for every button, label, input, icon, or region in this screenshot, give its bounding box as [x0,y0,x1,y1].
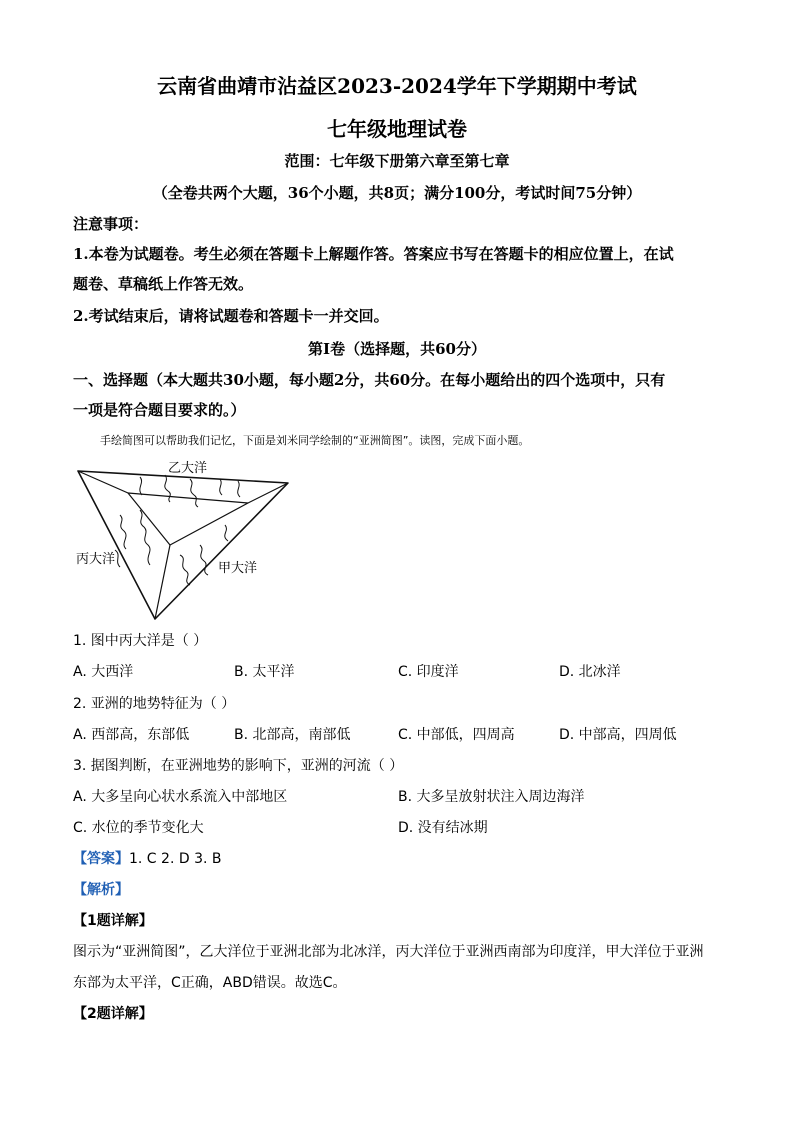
section-instruction-line2: 一项是符合题目要求的。） [73,401,246,419]
question-2-option-b: B. 北部高，南部低 [234,727,351,743]
question-3-stem: 3. 据图判断，在亚洲地势的影响下，亚洲的河流（ ） [73,758,404,774]
q1-detail-line1: 图示为“亚洲简图”，乙大洋位于亚洲北部为北冰洋，丙大洋位于亚洲西南部为印度洋，甲大洋位于亚洲 [73,944,704,960]
label-bing-ocean: 丙大洋 [76,552,116,567]
asia-sketch-map [70,455,295,625]
question-3-option-a: A. 大多呈向心状水系流入中部地区 [73,789,288,805]
q1-detail-heading: 【1题详解】 [73,913,153,929]
label-yi-ocean: 乙大洋 [168,461,208,476]
exam-scope: 范围：七年级下册第六章至第七章 [284,152,510,170]
question-1-option-b: B. 太平洋 [234,664,295,680]
exam-info: （全卷共两个大题，36个小题，共8页；满分100分，考试时间75分钟） [152,184,642,202]
section-instruction-line1: 一、选择题（本大题共30小题，每小题2分，共60分。在每小题给出的四个选项中，只有 [73,371,666,389]
question-3-option-b: B. 大多呈放射状注入周边海洋 [398,789,585,805]
question-3-option-c: C. 水位的季节变化大 [73,820,204,836]
label-jia-ocean: 甲大洋 [218,561,258,576]
question-2-option-a: A. 西部高，东部低 [73,727,190,743]
notes-heading: 注意事项： [73,215,149,233]
answer-values: 1. C 2. D 3. B [129,851,222,867]
part-title: 第I卷（选择题，共60分） [308,340,486,358]
answer-line [73,848,221,868]
question-2-option-d: D. 中部高，四周低 [559,727,677,743]
notes-item1-line1: 1.本卷为试题卷。考生必须在答题卡上解题作答。答案应书写在答题卡的相应位置上，在试 [73,245,674,263]
exam-title-line1: 云南省曲靖市沾益区2023-2024学年下学期期中考试 [157,74,637,98]
question-intro: 手绘简图可以帮助我们记忆，下面是刘米同学绘制的“亚洲简图”。读图，完成下面小题。 [100,434,530,447]
q2-detail-heading: 【2题详解】 [73,1006,153,1022]
answer-tag: 【答案】 [73,851,129,867]
question-1-option-c: C. 印度洋 [398,664,459,680]
question-2-option-c: C. 中部低，四周高 [398,727,515,743]
question-1-option-d: D. 北冰洋 [559,664,621,680]
analysis-tag: 【解析】 [73,882,129,898]
notes-item1-line2: 题卷、草稿纸上作答无效。 [73,275,254,293]
q1-detail-line2: 东部为太平洋，C正确，ABD错误。故选C。 [73,975,347,991]
question-2-stem: 2. 亚洲的地势特征为（ ） [73,696,236,712]
question-1-option-a: A. 大西洋 [73,664,134,680]
question-1-stem: 1. 图中丙大洋是（ ） [73,633,208,649]
notes-item2: 2.考试结束后，请将试题卷和答题卡一并交回。 [73,307,389,325]
question-3-option-d: D. 没有结冰期 [398,820,488,836]
exam-title-line2: 七年级地理试卷 [327,117,467,141]
